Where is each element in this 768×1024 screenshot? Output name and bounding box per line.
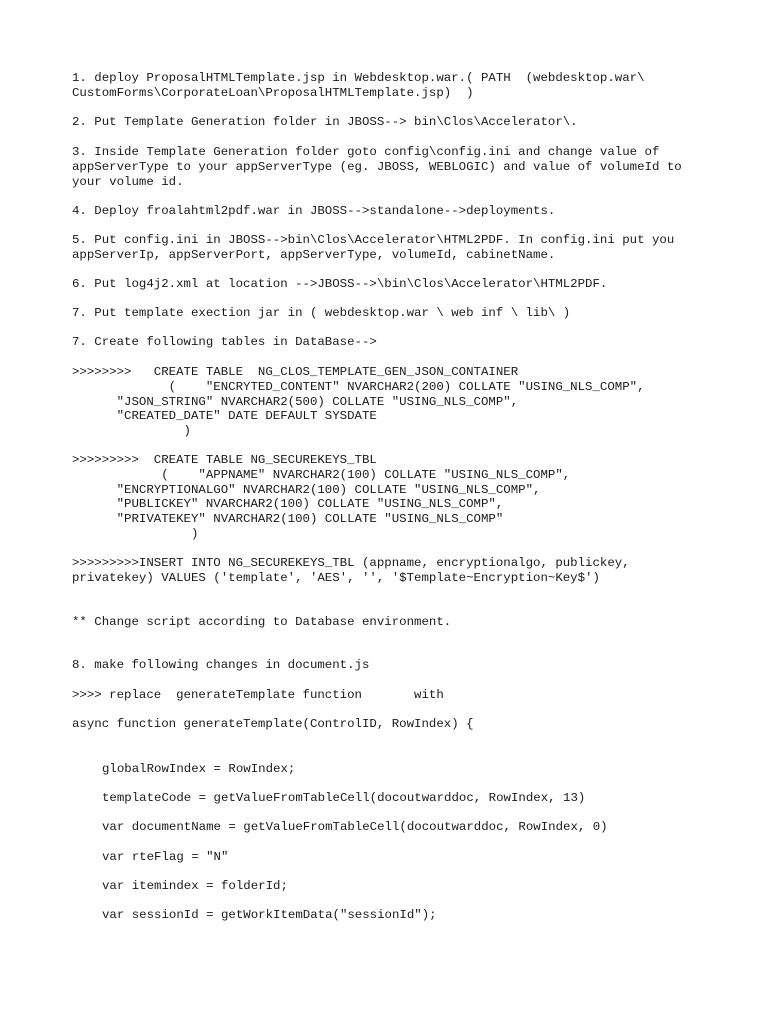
step-3-config-ini: 3. Inside Template Generation folder goto config\config.ini and change value of appServerType to your appServerType (eg. JBOSS, WEBLOGIC) and value of volumeId to your volume id.: [72, 145, 682, 189]
step-7-template-jar: 7. Put template exection jar in ( webdesktop.war \ web inf \ lib\ ): [72, 306, 571, 320]
function-signature: async function generateTemplate(ControlID, RowIndex) {: [72, 717, 474, 731]
replace-instruction: >>>> replace generateTemplate function with: [72, 688, 444, 702]
code-line: var sessionId = getWorkItemData("sessionId");: [102, 908, 437, 922]
step-4-deploy-war: 4. Deploy froalahtml2pdf.war in JBOSS-->standalone-->deployments.: [72, 204, 556, 218]
step-2-template-folder: 2. Put Template Generation folder in JBOSS--> bin\Clos\Accelerator\.: [72, 115, 578, 129]
code-line: globalRowIndex = RowIndex;: [102, 762, 296, 776]
code-line: var rteFlag = "N": [102, 850, 229, 864]
code-line: var documentName = getValueFromTableCell(docoutwarddoc, RowIndex, 0): [102, 820, 608, 834]
step-8-document-js: 8. make following changes in document.js: [72, 658, 370, 672]
step-1-deploy-jsp: 1. deploy ProposalHTMLTemplate.jsp in Webdesktop.war.( PATH (webdesktop.war\ CustomForms\CorporateLoan\ProposalHTMLTemplate.jsp) ): [72, 71, 645, 100]
database-note: ** Change script according to Database environment.: [72, 615, 452, 629]
sql-create-table-json-container: >>>>>>>> CREATE TABLE NG_CLOS_TEMPLATE_GEN_JSON_CONTAINER ( "ENCRYTED_CONTENT" NVARCHAR2(200) COLLATE "USING_NLS_COMP", "JSON_STRING" NVARCHAR2(500) COLLATE "USING_NLS_COMP", "CREATED_DATE" DATE DEFAULT SYSDATE ): [72, 365, 645, 439]
step-6-log4j2: 6. Put log4j2.xml at location -->JBOSS-->\bin\Clos\Accelerator\HTML2PDF.: [72, 277, 608, 291]
step-7-create-tables: 7. Create following tables in DataBase-->: [72, 335, 377, 349]
sql-create-table-securekeys: >>>>>>>>> CREATE TABLE NG_SECUREKEYS_TBL ( "APPNAME" NVARCHAR2(100) COLLATE "USING_NLS_COMP", "ENCRYPTIONALGO" NVARCHAR2(100) COLLATE "USING_NLS_COMP", "PUBLICKEY" NVARCHAR2(100) COLLATE "USING_NLS_COMP", "PRIVATEKEY" NVARCHAR2(100) COLLATE "USING_NLS_COMP" ): [72, 453, 571, 541]
code-line: var itemindex = folderId;: [102, 879, 288, 893]
step-5-config-html2pdf: 5. Put config.ini in JBOSS-->bin\Clos\Accelerator\HTML2PDF. In config.ini put you appServerIp, appServerPort, appServerType, volumeId, cabinetName.: [72, 233, 675, 262]
code-line: templateCode = getValueFromTableCell(docoutwarddoc, RowIndex, 13): [102, 791, 586, 805]
sql-insert-securekeys: >>>>>>>>>INSERT INTO NG_SECUREKEYS_TBL (appname, encryptionalgo, publickey, privatekey) VALUES ('template', 'AES', '', '$Template~Encryption~Key$'): [72, 556, 630, 585]
